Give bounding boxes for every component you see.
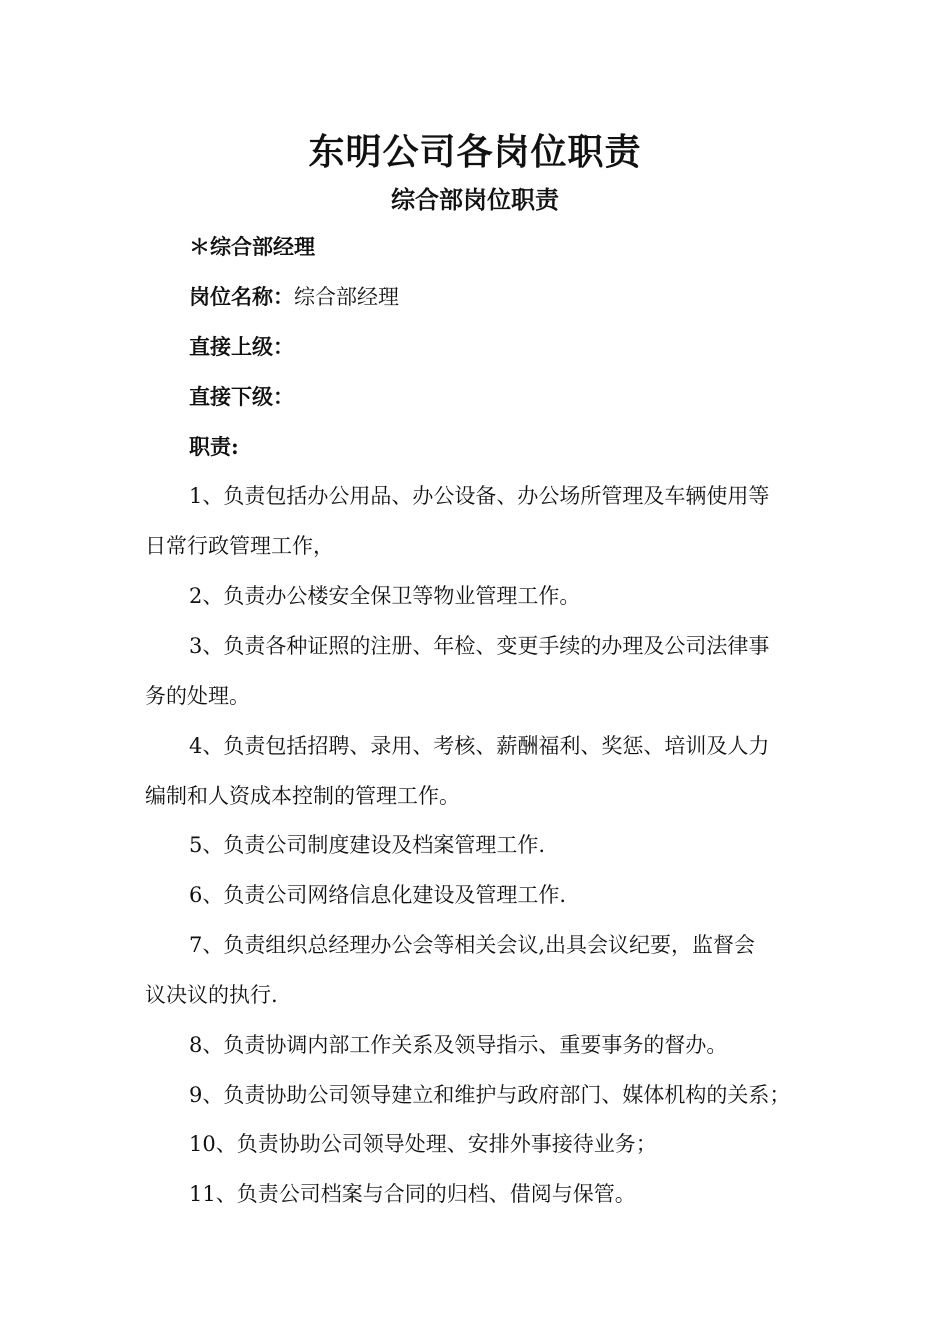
duty-line: 议决议的执行. xyxy=(145,983,278,1007)
duty-line: 4、负责包括招聘、录用、考核、薪酬福利、奖惩、培训及人力 xyxy=(189,734,770,758)
direct-superior-label: 直接上级： xyxy=(189,334,294,359)
duty-line: 11、负责公司档案与合同的归档、借阅与保管。 xyxy=(189,1182,636,1206)
duty-line: 日常行政管理工作， xyxy=(145,534,334,558)
duty-line: 6、负责公司网络信息化建设及管理工作. xyxy=(189,883,567,907)
duty-line: 7、负责组织总经理办公会等相关会议,出具会议纪要，监督会 xyxy=(189,933,756,957)
direct-subordinate-label: 直接下级： xyxy=(189,384,294,409)
duty-line: 1、负责包括办公用品、办公设备、办公场所管理及车辆使用等 xyxy=(189,484,770,508)
section-heading: ＊综合部经理 xyxy=(189,234,315,259)
document-title: 东明公司各岗位职责 xyxy=(308,131,642,173)
duty-line: 务的处理。 xyxy=(145,684,250,708)
duty-line: 9、负责协助公司领导建立和维护与政府部门、媒体机构的关系； xyxy=(189,1083,791,1107)
duty-line: 2、负责办公楼安全保卫等物业管理工作。 xyxy=(189,584,581,608)
duty-line: 编制和人资成本控制的管理工作。 xyxy=(145,784,460,808)
duty-line: 8、负责协调内部工作关系及领导指示、重要事务的督办。 xyxy=(189,1033,728,1057)
position-name-value: 综合部经理 xyxy=(294,285,399,309)
duty-line: 10、负责协助公司领导处理、安排外事接待业务； xyxy=(189,1132,657,1156)
document-subtitle: 综合部岗位职责 xyxy=(391,185,559,214)
duty-line: 3、负责各种证照的注册、年检、变更手续的办理及公司法律事 xyxy=(189,634,770,658)
position-name-row xyxy=(189,279,817,315)
duty-line: 5、负责公司制度建设及档案管理工作. xyxy=(189,833,546,857)
position-name-label: 岗位名称： xyxy=(189,284,294,309)
duties-label: 职责: xyxy=(189,434,239,459)
